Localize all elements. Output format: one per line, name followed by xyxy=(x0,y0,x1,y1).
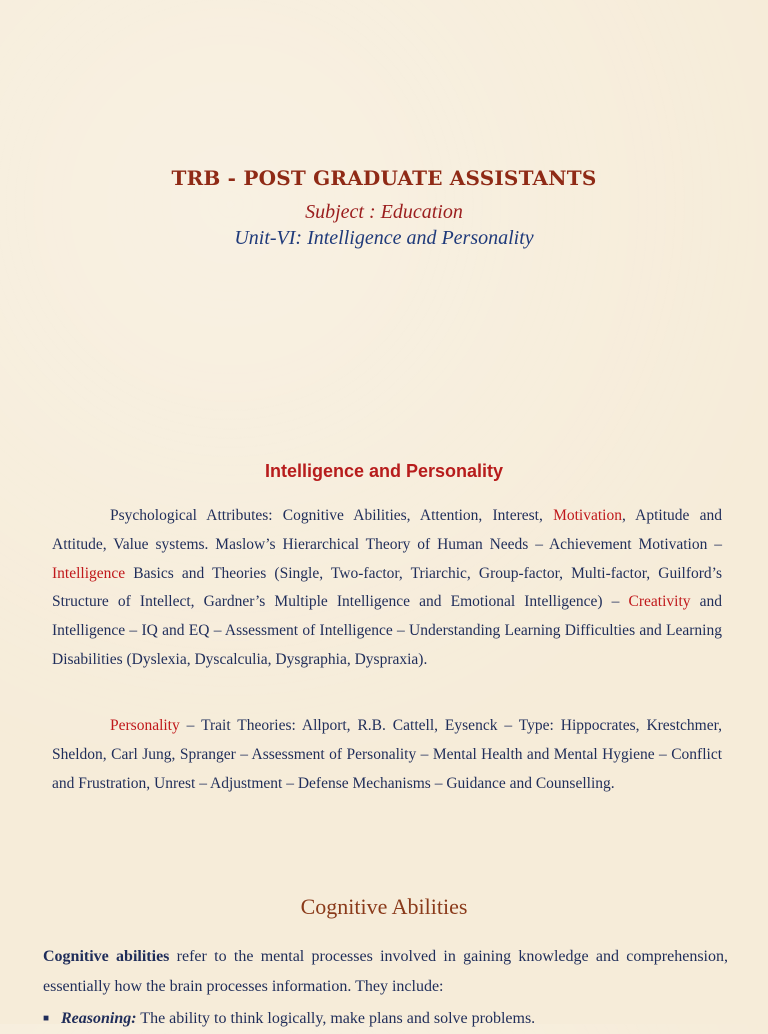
bullet-term: Reasoning: xyxy=(61,1010,137,1027)
highlight-personality: Personality xyxy=(110,717,180,734)
subject-line: Subject : Education xyxy=(305,201,463,223)
text-run: – Trait Theories: Allport, R.B. Cattell, Eysenck – Type: Hippocrates, Krestchmer, Sheldon, Carl Jung, Spranger – Assessment of Personality – Mental Health and Mental Hygiene – Conflict and Frustration, Unrest – Adjustment – Defense Mechanisms – Guidance and Counselling. xyxy=(52,717,722,792)
highlight-motivation: Motivation xyxy=(553,507,622,524)
section-heading: Intelligence and Personality xyxy=(264,461,504,481)
cognitive-abilities-heading: Cognitive Abilities xyxy=(300,894,468,919)
unit-line: Unit-VI: Intelligence and Personality xyxy=(234,227,534,249)
square-bullet-icon: ■ xyxy=(43,1013,50,1024)
text-run: Psychological Attributes: Cognitive Abilities, Attention, Interest, xyxy=(110,507,554,524)
syllabus-paragraph-2 xyxy=(52,712,722,798)
text-run: Basics and Theories (Single, Two-factor, Triarchic, Group-factor, Multi-factor, Guilford’s Structure of Intellect, Gardner’s Multiple Intelligence and Emotional Intelligence) – xyxy=(52,564,722,611)
highlight-intelligence: Intelligence xyxy=(52,564,126,582)
cognitive-abilities-paragraph xyxy=(43,942,728,1002)
lead-term: Cognitive abilities xyxy=(43,948,170,965)
bullet-text: The ability to think logically, make plans and solve problems. xyxy=(136,1010,536,1027)
syllabus-paragraph-1 xyxy=(52,502,722,675)
text-run: , Aptitude and Attitude, Value systems. Maslow’s Hierarchical Theory of Human Needs – Achievement Motivation – xyxy=(52,507,722,553)
highlight-creativity: Creativity xyxy=(628,593,691,611)
text-run: and Intelligence – IQ and EQ – Assessment of Intelligence – Understanding Learning Difficulties and Learning Disabilities (Dyslexia, Dyscalculia, Dysgraphia, Dyspraxia). xyxy=(52,593,722,668)
document-title: TRB - POST GRADUATE ASSISTANTS xyxy=(171,166,597,190)
text-run: refer to the mental processes involved in gaining knowledge and comprehension, essentially how the brain processes information. They include: xyxy=(43,948,728,995)
list-item xyxy=(43,1004,733,1034)
